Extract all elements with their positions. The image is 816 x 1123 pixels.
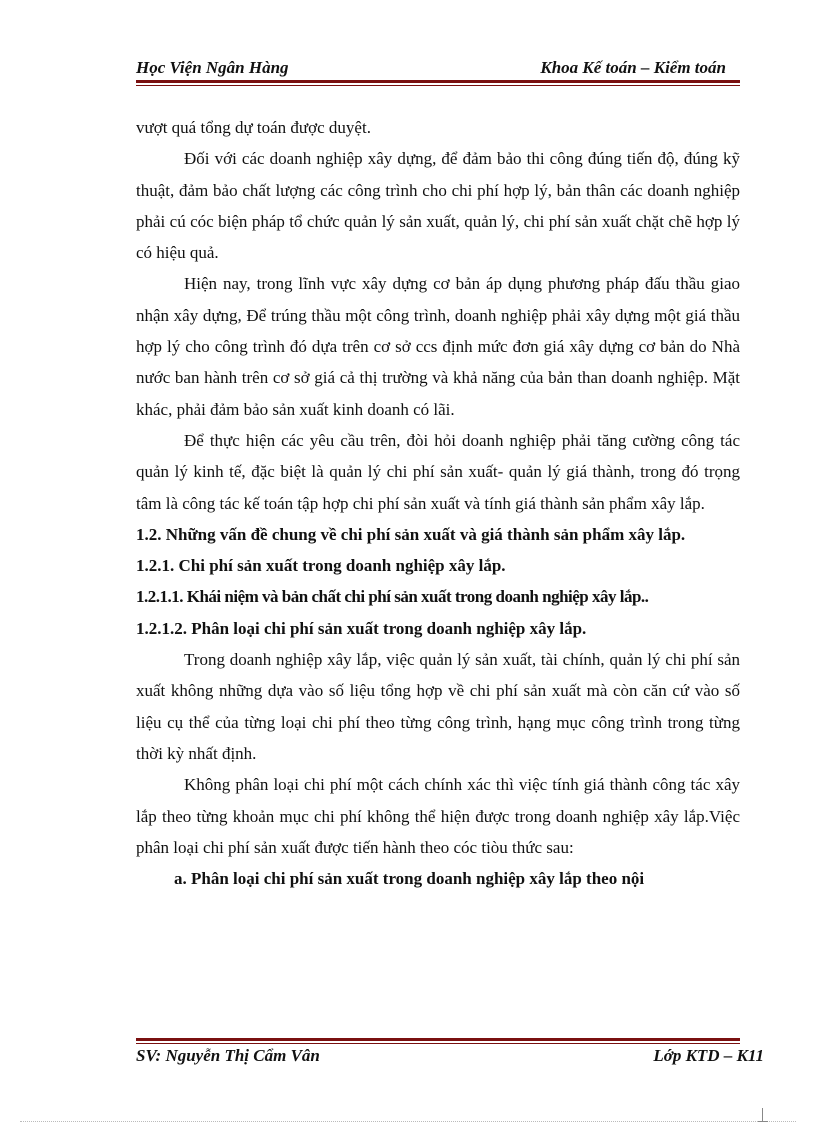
paragraph: Để thực hiện các yêu cầu trên, đòi hỏi doanh nghiệp phải tăng cường công tác quản lý kinh tế, đặc biệt là quản lý chi phí sản xuất- quản lý giá thành, trong đó trọng tâm là công tác kế toán tập hợp chi phí sản xuất và tính giá thành sản phẩm xây lắp. [136, 430, 740, 513]
footer-student: SV: Nguyễn Thị Cẩm Vân [136, 1046, 320, 1065]
section-heading-1-2: 1.2. Những vấn đề chung về chi phí sản xuất và giá thành sản phẩm xây lắp. [136, 524, 686, 544]
page-footer [136, 1046, 764, 1068]
section-heading-1-2-1: 1.2.1. Chi phí sản xuất trong doanh nghiệp xây lắp. [136, 556, 506, 576]
footer-rule [136, 1038, 740, 1044]
paragraph: Hiện nay, trong lĩnh vực xây dựng cơ bản áp dụng phương pháp đấu thầu giao nhận xây dựng, Để trúng thầu một công trình, doanh nghiệp phải xây dựng một giá thầu hợp lý cho công trình đó dựa trên cơ sở ccs định mức đơn giá xây dựng cơ bản do Nhà nước ban hành trên cơ sở giá cả thị trường và khả năng của bản than doanh nghiệp. Mặt khác, phải đảm bảo sản xuất kinh doanh có lãi. [136, 274, 740, 419]
page-body [136, 112, 740, 894]
header-department: Khoa Kế toán – Kiểm toán [540, 58, 726, 77]
section-heading-1-2-1-1: 1.2.1.1. Khái niệm và bản chất chi phí sản xuất trong doanh nghiệp xây lắp.. [136, 587, 649, 607]
footer-class: Lớp KTD – K11 [653, 1046, 764, 1065]
page-corner-mark [758, 1108, 768, 1122]
subsection-heading-a: a. Phân loại chi phí sản xuất trong doanh nghiệp xây lắp theo nội [174, 869, 645, 889]
paragraph: Trong doanh nghiệp xây lắp, việc quản lý sản xuất, tài chính, quản lý chi phí sản xuất không những dựa vào số liệu tổng hợp về chi phí sản xuất mà còn căn cứ vào số liệu cụ thể của từng loại chi phí theo từng công trình, hạng mục công trình trong từng thời kỳ nhất định. [136, 650, 740, 763]
section-heading-1-2-1-2: 1.2.1.2. Phân loại chi phí sản xuất trong doanh nghiệp xây lắp. [136, 618, 587, 638]
page-edge-dotted-line [20, 1121, 796, 1122]
page-header [136, 58, 740, 80]
paragraph: Đối với các doanh nghiệp xây dựng, để đảm bảo thi công đúng tiến độ, đúng kỹ thuật, đảm bảo chất lượng các công trình cho chi phí hợp lý, bản thân các doanh nghiệp phải cú cóc biện pháp tổ chức quản lý sản xuất, quản lý, chi phí sản xuất chặt chẽ hợp lý có hiệu quả. [136, 149, 740, 263]
paragraph: Không phân loại chi phí một cách chính xác thì việc tính giá thành công tác xây lắp theo từng khoản mục chi phí không thể hiện được trong doanh nghiệp xây lắp.Việc phân loại chi phí sản xuất được tiến hành theo cóc tiòu thức sau: [136, 775, 740, 857]
header-rule [136, 80, 740, 86]
paragraph-continuation: vượt quá tổng dự toán được duyệt. [136, 118, 371, 137]
header-institution: Học Viện Ngân Hàng [136, 58, 289, 77]
